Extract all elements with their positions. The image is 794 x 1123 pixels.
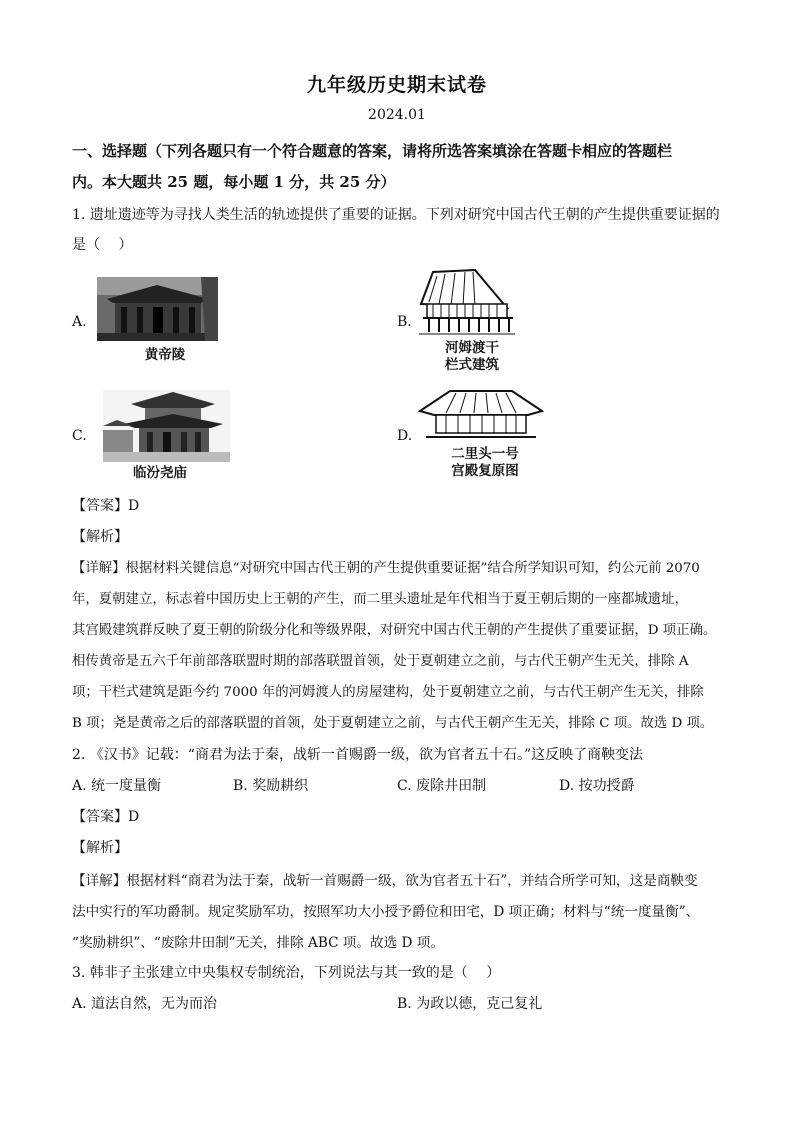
q1-option-b-letter: B. xyxy=(397,314,412,330)
q1-detail-line1: 【详解】根据材料关键信息“对研究中国古代王朝的产生提供重要证据”结合所学知识可知，约公元前 2070 xyxy=(72,561,700,576)
q1-option-c-letter: C. xyxy=(72,428,87,444)
q1-option-d-letter: D. xyxy=(397,428,413,444)
q1-detail-line4: 相传黄帝是五六千年前部落联盟时期的部落联盟首领，处于夏朝建立之前，与古代王朝产生无关，排除 A xyxy=(72,654,689,669)
q1-option-d-caption xyxy=(440,446,530,480)
q1-option-a-caption: 黄帝陵 xyxy=(144,347,186,363)
q1-detail-line2: 年，夏朝建立，标志着中国历史上王朝的产生，而二里头遗址是年代相当于夏王朝后期的一座都城遗址， xyxy=(72,592,688,607)
q1-option-b-caption-line1: 河姆渡干 xyxy=(445,340,499,356)
palace-drawing-icon xyxy=(416,389,545,441)
stilt-house-icon xyxy=(415,268,518,336)
q1-stem-line2: 是（ ） xyxy=(72,237,133,253)
q3-option-a: A. 道法自然，无为而治 xyxy=(72,996,218,1012)
q2-stem: 2. 《汉书》记载：“商君为法于秦，战斩一首赐爵一级，欲为官者五十石。”这反映了商鞅变法 xyxy=(72,747,644,763)
q1-option-b-caption-line2: 栏式建筑 xyxy=(445,357,499,373)
q1-detail-line5: 项；干栏式建筑是距今约 7000 年的河姆渡人的房屋建构，处于夏朝建立之前，与古代王朝产生无关，排除 xyxy=(72,685,704,700)
q1-option-d-caption-line2: 宫殿复原图 xyxy=(451,463,519,479)
q1-option-d-caption-line1: 二里头一号 xyxy=(451,446,519,462)
q3-option-b: B. 为政以德，克己复礼 xyxy=(397,996,543,1012)
q1-detail-line6: B 项；尧是黄帝之后的部落联盟的首领，处于夏朝建立之前，与古代王朝产生无关，排除 C 项。故选 D 项。 xyxy=(72,716,714,731)
q2-answer: 【答案】D xyxy=(72,809,140,825)
q2-detail-line2: 法中实行的军功爵制。规定奖励军功，按照军功大小授予爵位和田宅，D 项正确；材料与“统一度量衡”、 xyxy=(72,904,700,920)
exam-date: 2024.01 xyxy=(368,107,426,123)
q1-option-c-caption: 临汾尧庙 xyxy=(133,465,187,481)
q2-option-b: B. 奖励耕织 xyxy=(233,778,309,794)
section-heading-line2: 内。本大题共 25 题，每小题 1 分，共 25 分） xyxy=(72,173,396,191)
q2-detail-line3: “奖励耕织”、“废除井田制”无关，排除 ABC 项。故选 D 项。 xyxy=(72,935,444,951)
tomb-photo-icon xyxy=(97,277,218,341)
q2-option-c: C. 废除井田制 xyxy=(397,778,487,794)
q3-stem: 3. 韩非子主张建立中央集权专制统治，下列说法与其一致的是（ ） xyxy=(72,965,501,981)
q2-option-a: A. 统一度量衡 xyxy=(72,778,162,794)
q1-answer: 【答案】D xyxy=(72,498,140,514)
q2-option-d: D. 按功授爵 xyxy=(559,778,635,794)
q1-stem-line1: 1. 遗址遗迹等为寻找人类生活的轨迹提供了重要的证据。下列对研究中国古代王朝的产生提供重要证据的 xyxy=(72,207,720,223)
section-heading-line1: 一、选择题（下列各题只有一个符合题意的答案，请将所选答案填涂在答题卡相应的答题栏 xyxy=(72,142,673,160)
temple-photo-icon xyxy=(103,390,230,462)
q1-option-a-letter: A. xyxy=(72,314,87,330)
q1-detail-line3: 其宫殿建筑群反映了夏王朝的阶级分化和等级界限，对研究中国古代王朝的产生提供了重要证据，D 项正确。 xyxy=(72,623,717,638)
q2-detail-line1: 【详解】根据材料“商君为法于秦，战斩一首赐爵一级，欲为官者五十石”，并结合所学可知，这是商鞅变 xyxy=(72,873,698,889)
exam-title: 九年级历史期末试卷 xyxy=(306,74,487,96)
q1-analysis-label: 【解析】 xyxy=(72,529,128,545)
q1-option-b-caption xyxy=(432,340,512,374)
q2-analysis-label: 【解析】 xyxy=(72,840,128,856)
